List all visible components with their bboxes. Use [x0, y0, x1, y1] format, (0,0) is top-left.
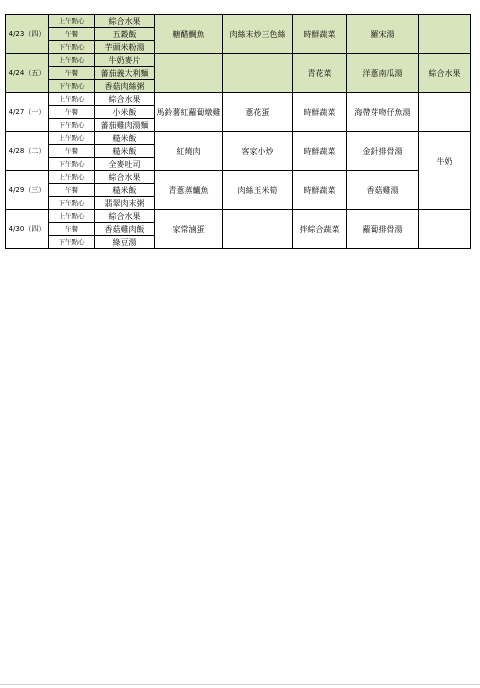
date-cell: 4/24（五）	[6, 54, 49, 93]
main-dish: 青蔥蒸鱸魚	[155, 171, 223, 210]
afternoon-snack: 蕃茄雞肉湯麵	[95, 119, 155, 132]
meal-label-afternoon: 下午點心	[49, 158, 95, 171]
vegetable: 時鮮蔬菜	[293, 93, 347, 132]
date-cell: 4/27（一）	[6, 93, 49, 132]
date-cell: 4/28（二）	[6, 132, 49, 171]
afternoon-snack: 翡翠肉末粥	[95, 197, 155, 210]
afternoon-snack: 全麥吐司	[95, 158, 155, 171]
date-cell: 4/23（四）	[6, 15, 49, 54]
soup: 金針排骨湯	[347, 132, 419, 171]
morning-snack: 綜合水果	[95, 93, 155, 106]
meal-label-morning: 上午點心	[49, 132, 95, 145]
meal-label-afternoon: 下午點心	[49, 119, 95, 132]
side-dish: 蔥花蛋	[223, 93, 293, 132]
side-dish: 肉絲玉米筍	[223, 171, 293, 210]
vegetable: 青花菜	[293, 54, 347, 93]
main-dish	[155, 54, 223, 93]
fruit: 牛奶	[419, 132, 471, 210]
date-cell: 4/29（三）	[6, 171, 49, 210]
meal-label-lunch: 午餐	[49, 184, 95, 197]
vegetable: 時鮮蔬菜	[293, 15, 347, 54]
meal-label-afternoon: 下午點心	[49, 197, 95, 210]
meal-label-lunch: 午餐	[49, 145, 95, 158]
side-dish: 客家小炒	[223, 132, 293, 171]
lunch-staple: 香菇雞肉飯	[95, 223, 155, 236]
morning-snack: 牛奶麥片	[95, 54, 155, 67]
meal-label-morning: 上午點心	[49, 210, 95, 223]
meal-label-lunch: 午餐	[49, 106, 95, 119]
table-row	[6, 15, 471, 28]
side-dish	[223, 54, 293, 93]
table-row	[6, 210, 471, 223]
soup: 洋蔥南瓜湯	[347, 54, 419, 93]
soup: 羅宋湯	[347, 15, 419, 54]
meal-label-lunch: 午餐	[49, 223, 95, 236]
table-row	[6, 171, 471, 184]
fruit	[419, 210, 471, 249]
lunch-staple: 小米飯	[95, 106, 155, 119]
morning-snack: 綜合水果	[95, 171, 155, 184]
soup: 蘿蔔排骨湯	[347, 210, 419, 249]
meal-label-afternoon: 下午點心	[49, 41, 95, 54]
main-dish: 糖醋鯛魚	[155, 15, 223, 54]
soup: 海帶芽吻仔魚湯	[347, 93, 419, 132]
morning-snack: 綜合水果	[95, 210, 155, 223]
main-dish: 馬鈴薯紅蘿蔔燉雞	[155, 93, 223, 132]
vegetable: 拌綜合蔬菜	[293, 210, 347, 249]
fruit	[419, 15, 471, 54]
side-dish	[223, 210, 293, 249]
lunch-staple: 糙米飯	[95, 145, 155, 158]
meal-label-lunch: 午餐	[49, 28, 95, 41]
morning-snack: 糙米飯	[95, 132, 155, 145]
date-cell: 4/30（四）	[6, 210, 49, 249]
meal-label-morning: 上午點心	[49, 15, 95, 28]
table-row	[6, 132, 471, 145]
main-dish: 家常滷蛋	[155, 210, 223, 249]
afternoon-snack: 香菇肉絲粥	[95, 80, 155, 93]
soup: 香菇雞湯	[347, 171, 419, 210]
side-dish: 肉絲末炒三色絲	[223, 15, 293, 54]
meal-label-morning: 上午點心	[49, 93, 95, 106]
lunch-staple: 糙米飯	[95, 184, 155, 197]
meal-label-afternoon: 下午點心	[49, 236, 95, 249]
afternoon-snack: 芋頭米粉湯	[95, 41, 155, 54]
page-bottom-divider	[0, 684, 480, 685]
afternoon-snack: 綠豆湯	[95, 236, 155, 249]
menu-table	[5, 14, 471, 249]
lunch-staple: 五穀飯	[95, 28, 155, 41]
main-dish: 紅燒肉	[155, 132, 223, 171]
fruit	[419, 93, 471, 132]
morning-snack: 綜合水果	[95, 15, 155, 28]
table-row	[6, 54, 471, 67]
vegetable: 時鮮蔬菜	[293, 171, 347, 210]
table-row	[6, 93, 471, 106]
meal-label-afternoon: 下午點心	[49, 80, 95, 93]
lunch-staple: 蕃茄義大利麵	[95, 67, 155, 80]
meal-label-morning: 上午點心	[49, 54, 95, 67]
vegetable: 時鮮蔬菜	[293, 132, 347, 171]
meal-label-lunch: 午餐	[49, 67, 95, 80]
meal-label-morning: 上午點心	[49, 171, 95, 184]
fruit: 綜合水果	[419, 54, 471, 93]
